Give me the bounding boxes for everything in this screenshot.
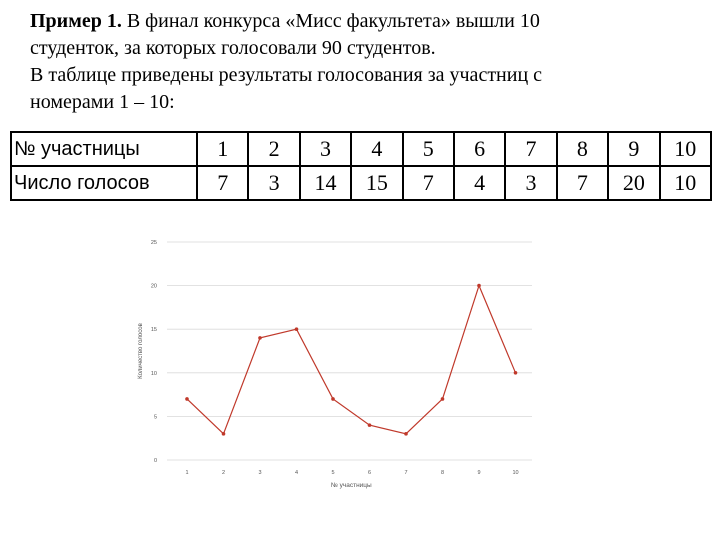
table-cell: 1 [197,132,248,166]
data-point [404,432,408,436]
data-point [222,432,226,436]
x-tick-label: 5 [331,470,335,476]
x-tick-label: 4 [294,470,299,476]
table-cell: 3 [505,166,556,200]
table-cell: 7 [403,166,454,200]
table-row-votes [11,166,711,200]
data-point [185,397,189,401]
votes-table [10,131,712,201]
series-line [187,286,516,434]
row-label-votes: Число голосов [11,166,197,200]
intro-line-1 [30,8,700,35]
table-cell: 7 [505,132,556,166]
data-point [258,336,262,340]
table-cell: 3 [300,132,351,166]
data-point [514,371,518,375]
y-axis-label: Количество голосов [138,323,144,379]
grid-layer [167,242,532,460]
data-point [477,284,481,288]
intro-line-3: В таблице приведены результаты голосования за участниц с [30,64,543,86]
x-tick-label: 8 [440,470,445,476]
y-tick-label: 15 [150,327,157,334]
table-cell: 3 [248,166,299,200]
data-point [331,397,335,401]
table-row-numbers [11,132,711,166]
table-cell: 15 [351,166,402,200]
table-cell: 4 [454,166,505,200]
table-cell: 8 [557,132,608,166]
data-points [185,284,517,436]
data-point [368,423,372,427]
y-tick-label: 20 [150,283,157,290]
y-tick-label: 25 [150,240,157,246]
intro-line-4: номерами 1 – 10: [30,91,175,113]
table-cell: 6 [454,132,505,166]
y-tick-labels [151,240,157,464]
x-axis-label: № участницы [330,482,372,489]
table-cell: 5 [403,132,454,166]
x-tick-label: 9 [477,470,481,476]
x-tick-label: 10 [512,470,519,476]
data-point [441,397,445,401]
table-cell: 9 [608,132,659,166]
table-cell: 2 [248,132,299,166]
table-cell: 14 [300,166,351,200]
votes-line-chart [132,232,552,494]
data-point [295,327,299,331]
y-tick-label: 10 [150,370,157,377]
table-cell: 10 [660,166,711,200]
x-tick-label: 1 [185,470,189,476]
x-tick-label: 3 [258,470,262,476]
row-label-numbers: № участницы [11,132,197,166]
intro-text [30,8,700,116]
table-cell: 10 [660,132,711,166]
intro-line-1-text: В финал конкурса «Мисс факультета» вышли 10 [121,10,540,32]
x-tick-labels [185,470,518,476]
y-tick-label: 5 [153,414,157,421]
table-cell: 7 [197,166,248,200]
table-cell: 20 [608,166,659,200]
y-tick-label: 0 [153,458,157,464]
example-label: Пример 1. [30,10,122,32]
x-tick-label: 7 [404,470,408,476]
chart-svg [132,232,552,494]
table-cell: 4 [351,132,402,166]
x-tick-label: 2 [221,470,226,476]
intro-line-2: студенток, за которых голосовали 90 студентов. [30,37,436,59]
table-cell: 7 [557,166,608,200]
x-tick-label: 6 [367,470,372,476]
